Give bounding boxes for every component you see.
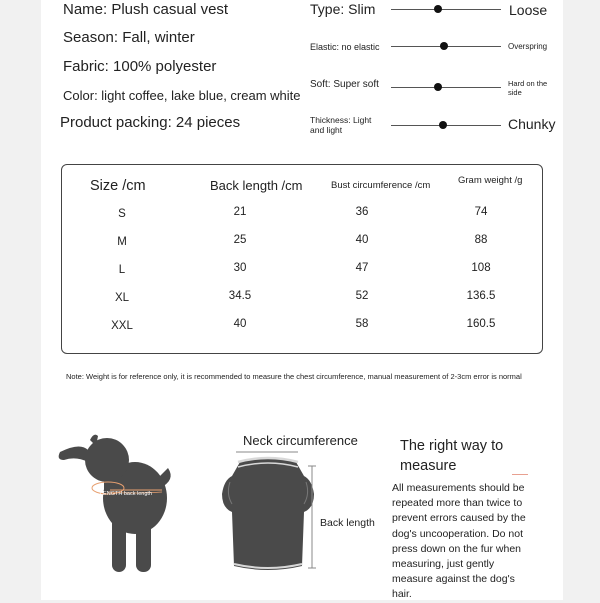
spec-name: Name: Plush casual vest [63, 1, 229, 18]
vest-illustration [210, 448, 330, 580]
table-cell: 36 [355, 206, 369, 218]
table-cell: 160.5 [466, 318, 496, 330]
table-cell: 25 [233, 234, 247, 246]
vest-body [222, 458, 314, 570]
dog-measure-illustration [50, 430, 180, 580]
table-header-weight: Gram weight /g [458, 175, 523, 186]
slider-elastic-thumb [440, 42, 448, 50]
slider-soft-label: Soft: Super soft [310, 79, 379, 90]
table-cell: 40 [355, 234, 369, 246]
slider-type-right-label: Loose [509, 2, 548, 18]
table-cell: 136.5 [466, 290, 496, 302]
measure-title: The right way to measure [400, 438, 504, 474]
table-cell: 108 [471, 262, 491, 274]
table-cell: XL [114, 292, 130, 304]
dog-front-leg [112, 510, 126, 572]
dog-snout [59, 446, 88, 462]
dog-tail [158, 468, 171, 488]
table-cell: 21 [233, 206, 247, 218]
slider-thickness-right-label: Chunky [508, 116, 556, 132]
table-cell: 30 [233, 262, 247, 274]
slider-type-label: Type: Slim [310, 1, 376, 17]
table-header-bust: Bust circumference /cm [331, 180, 431, 191]
table-cell: S [118, 208, 126, 220]
slider-soft-right-label: Hard on the side [508, 79, 548, 97]
slider-elastic-label: Elastic: no elastic [310, 42, 380, 52]
dog-neck-label: NECK 颈围 [71, 527, 104, 534]
slider-thickness-label: Thickness: Light and light [310, 115, 372, 135]
back-length-label: Back length [320, 517, 375, 529]
measure-instructions: All measurements should be repeated more than twice to prevent errors caused by the dog's uncooperation. Do not press down on the fur when measuring, just gently measure against the dog's hair. [392, 482, 526, 601]
spec-season: Season: Fall, winter [63, 29, 195, 46]
table-cell: M [117, 236, 127, 248]
neck-circumference-label: Neck circumference [243, 433, 358, 448]
table-cell: 52 [355, 290, 369, 302]
table-cell: 34.5 [228, 290, 252, 302]
spec-color: Color: light coffee, lake blue, cream white [63, 88, 301, 103]
slider-soft-track [391, 87, 501, 88]
spec-packing: Product packing: 24 pieces [60, 114, 241, 131]
table-cell: 47 [355, 262, 369, 274]
table-cell: L [118, 264, 126, 276]
dog-back-leg [136, 514, 151, 572]
dog-length-label: LENGTH back length [100, 491, 152, 497]
slider-type-track [391, 9, 501, 10]
slider-thickness-thumb [439, 121, 447, 129]
table-header-back-length: Back length /cm [210, 178, 303, 193]
table-cell: 88 [474, 234, 488, 246]
spec-fabric: Fabric: 100% polyester [63, 58, 217, 75]
title-accent-line [512, 474, 528, 475]
table-cell: 58 [355, 318, 369, 330]
table-cell: XXL [111, 320, 133, 332]
slider-elastic-right-label: Overspring [508, 42, 548, 51]
table-cell: 74 [474, 206, 488, 218]
table-header-size: Size /cm [90, 178, 146, 194]
table-cell: 40 [233, 318, 247, 330]
weight-note: Note: Weight is for reference only, it is recommended to measure the chest circumference, manual measurement of 2-3cm error is normal [66, 372, 522, 381]
